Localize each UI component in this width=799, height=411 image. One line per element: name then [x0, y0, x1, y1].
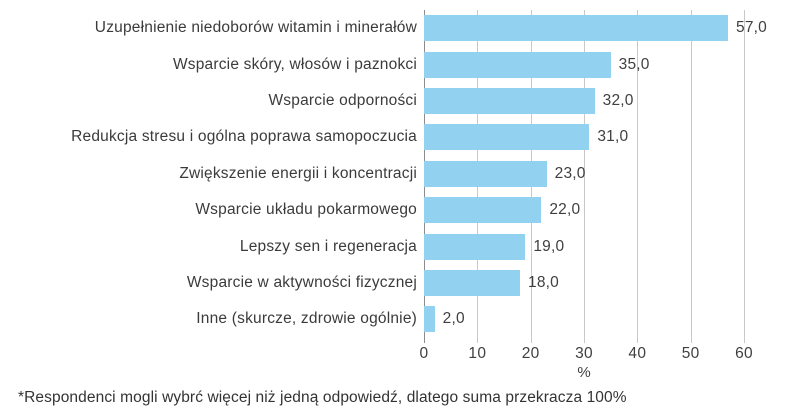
bars-container	[424, 10, 776, 338]
bar-row	[424, 119, 776, 155]
bar	[424, 15, 728, 41]
bar	[424, 88, 595, 114]
bar-row	[424, 301, 776, 337]
value-label: 57,0	[736, 19, 767, 37]
x-tick-label: 0	[419, 344, 429, 362]
bar-row	[424, 46, 776, 82]
category-label: Inne (skurcze, zdrowie ogólnie)	[196, 310, 417, 328]
value-label: 22,0	[549, 201, 581, 219]
bar	[424, 306, 435, 332]
x-tick-label: 40	[628, 344, 647, 362]
value-label: 19,0	[533, 237, 565, 255]
bar	[424, 234, 525, 260]
category-label: Zwiększenie energii i koncentracji	[179, 164, 417, 182]
x-tick-label: 50	[681, 344, 700, 362]
category-label: Wsparcie odporności	[268, 91, 417, 109]
bar	[424, 161, 547, 187]
bar-row	[424, 156, 776, 192]
x-tick-label: 10	[468, 344, 487, 362]
category-label: Wsparcie układu pokarmowego	[195, 201, 417, 219]
value-label: 31,0	[597, 128, 629, 146]
category-label: Uzupełnienie niedoborów witamin i minerałów	[94, 19, 417, 37]
value-label: 2,0	[442, 310, 465, 328]
bar-row	[424, 192, 776, 228]
bar	[424, 270, 520, 296]
x-tick-label: 20	[521, 344, 540, 362]
chart-footnote: *Respondenci mogli wybrć więcej niż jedną odpowiedź, dlatego suma przekracza 100%	[18, 388, 627, 406]
x-axis-title: %	[577, 363, 591, 381]
x-axis	[0, 338, 799, 362]
category-label: Wsparcie w aktywności fizycznej	[186, 273, 417, 291]
plot-area	[424, 10, 776, 338]
bar-row	[424, 265, 776, 301]
bar	[424, 124, 589, 150]
x-tick-label: 60	[735, 344, 753, 362]
category-label: Lepszy sen i regeneracja	[239, 237, 417, 255]
category-label: Redukcja stresu i ogólna poprawa samopoczucia	[71, 128, 417, 146]
value-label: 35,0	[618, 55, 650, 73]
x-tick-labels	[419, 338, 776, 362]
bar-row	[424, 83, 776, 119]
x-axis-title-row	[0, 362, 799, 384]
value-label: 32,0	[602, 91, 634, 109]
bar	[424, 197, 541, 223]
bar-row	[424, 10, 776, 46]
value-label: 23,0	[554, 164, 586, 182]
x-tick-label: 30	[575, 344, 593, 362]
category-label: Wsparcie skóry, włosów i paznokci	[172, 55, 417, 73]
value-label: 18,0	[528, 273, 559, 291]
x-axis-spacer	[0, 338, 424, 362]
bar-row	[424, 228, 776, 264]
bar	[424, 52, 611, 78]
category-labels-column	[0, 10, 424, 338]
